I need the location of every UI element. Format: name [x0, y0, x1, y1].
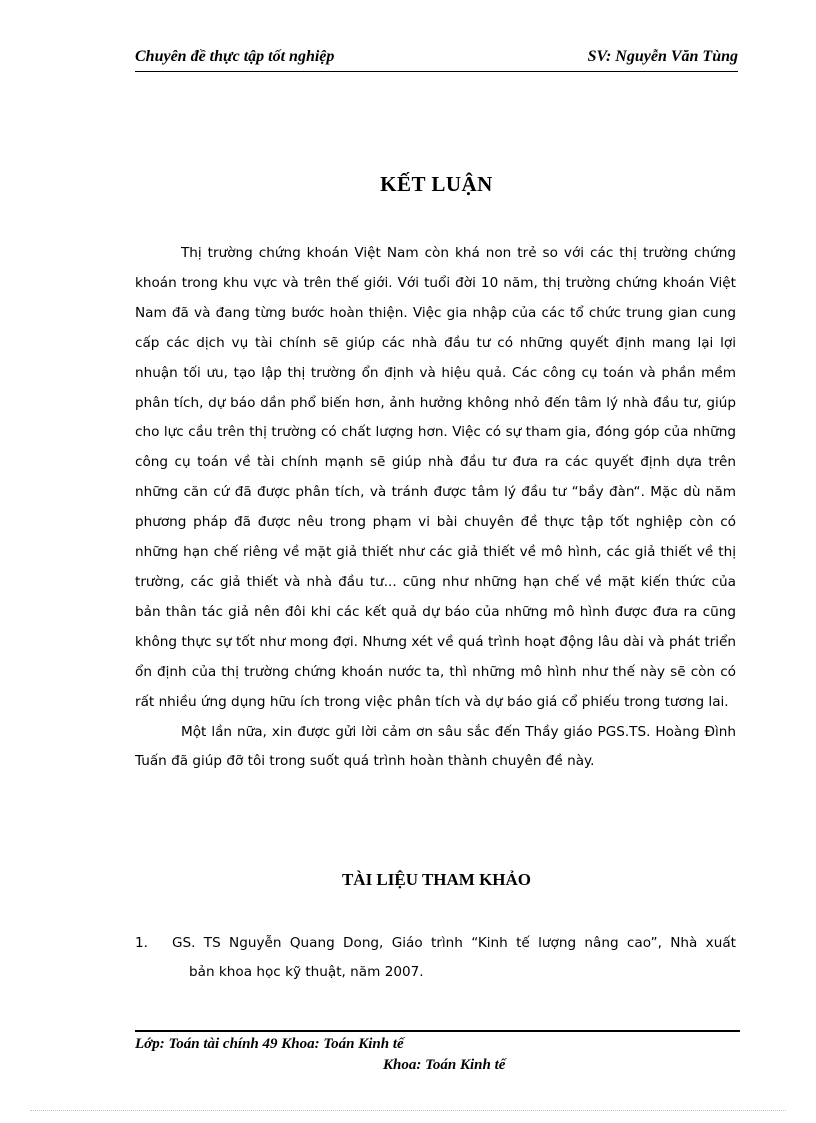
page-header	[135, 48, 738, 70]
reference-number: 1.	[135, 935, 148, 951]
reference-line: bản khoa học kỹ thuật, năm 2007.	[189, 964, 424, 980]
header-divider	[135, 71, 738, 72]
conclusion-heading: KẾT LUẬN	[380, 172, 493, 196]
header-student-name: SV: Nguyễn Văn Tùng	[587, 48, 738, 65]
reference-text	[172, 929, 736, 987]
paragraph: Một lần nữa, xin được gửi lời cảm ơn sâu sắc đến Thầy giáo PGS.TS. Hoàng Đình Tuấn đã giúp đỡ tôi trong suốt quá trình hoàn thành chuyên đề này.	[135, 723, 736, 770]
reference-item	[135, 929, 736, 987]
conclusion-body	[135, 239, 736, 777]
reference-line: GS. TS Nguyễn Quang Dong, Giáo trình “Kinh tế lượng nâng cao”, Nhà xuất	[172, 935, 736, 951]
references-heading: TÀI LIỆU THAM KHẢO	[341, 870, 532, 889]
page-bottom-border	[30, 1110, 786, 1111]
footer-divider	[135, 1030, 740, 1032]
header-report-title: Chuyên đề thực tập tốt nghiệp	[135, 48, 335, 65]
page-footer	[135, 1034, 740, 1076]
paragraph: Thị trường chứng khoán Việt Nam còn khá non trẻ so với các thị trường chứng khoán trong khu vực và trên thế giới. Với tuổi đời 10 năm, thị trường chứng khoán Việt Nam đã và đang từng bước hoàn thiện. Việc gia nhập của các tổ chức trung gian cung cấp các dịch vụ tài chính sẽ giúp các nhà đầu tư có những quyết định mang lại lợi nhuận tối ưu, tạo lập thị trường ổn định và hiệu quả. Các công cụ toán và phần mềm phân tích, dự báo dần phổ biến hơn, ảnh hưởng không nhỏ đến tâm lý nhà đầu tư, giúp cho lực cầu trên thị trường có chất lượng hơn. Việc có sự tham gia, đóng góp của những công cụ toán về tài chính mạnh sẽ giúp nhà đầu tư đưa ra các quyết định dựa trên những căn cứ đã được phân tích, và tránh được tâm lý đầu tư “bầy đàn“. Mặc dù năm phương pháp đã được nêu trong phạm vi bài chuyên đề thực tập tốt nghiệp còn có những hạn chế riêng về mặt giả thiết như các giả thiết về mô hình, các giả thiết về thị trường, các giả thiết và nhà đầu tư... cũng như những hạn chế về mặt kiến thức của bản thân tác giả nên đôi khi các kết quả dự báo của những mô hình được đưa ra cũng không thực sự tốt như mong đợi. Nhưng xét về quá trình hoạt động lâu dài và phát triển ổn định của thị trường chứng khoán nước ta, thì những mô hình như thế này sẽ còn có rất nhiều ứng dụng hữu ích trong việc phân tích và dự báo giá cổ phiếu trong tương lai.	[135, 245, 736, 710]
footer-faculty: Khoa: Toán Kinh tế	[383, 1057, 506, 1073]
footer-class-faculty: Lớp: Toán tài chính 49 Khoa: Toán Kinh tế	[135, 1036, 404, 1052]
